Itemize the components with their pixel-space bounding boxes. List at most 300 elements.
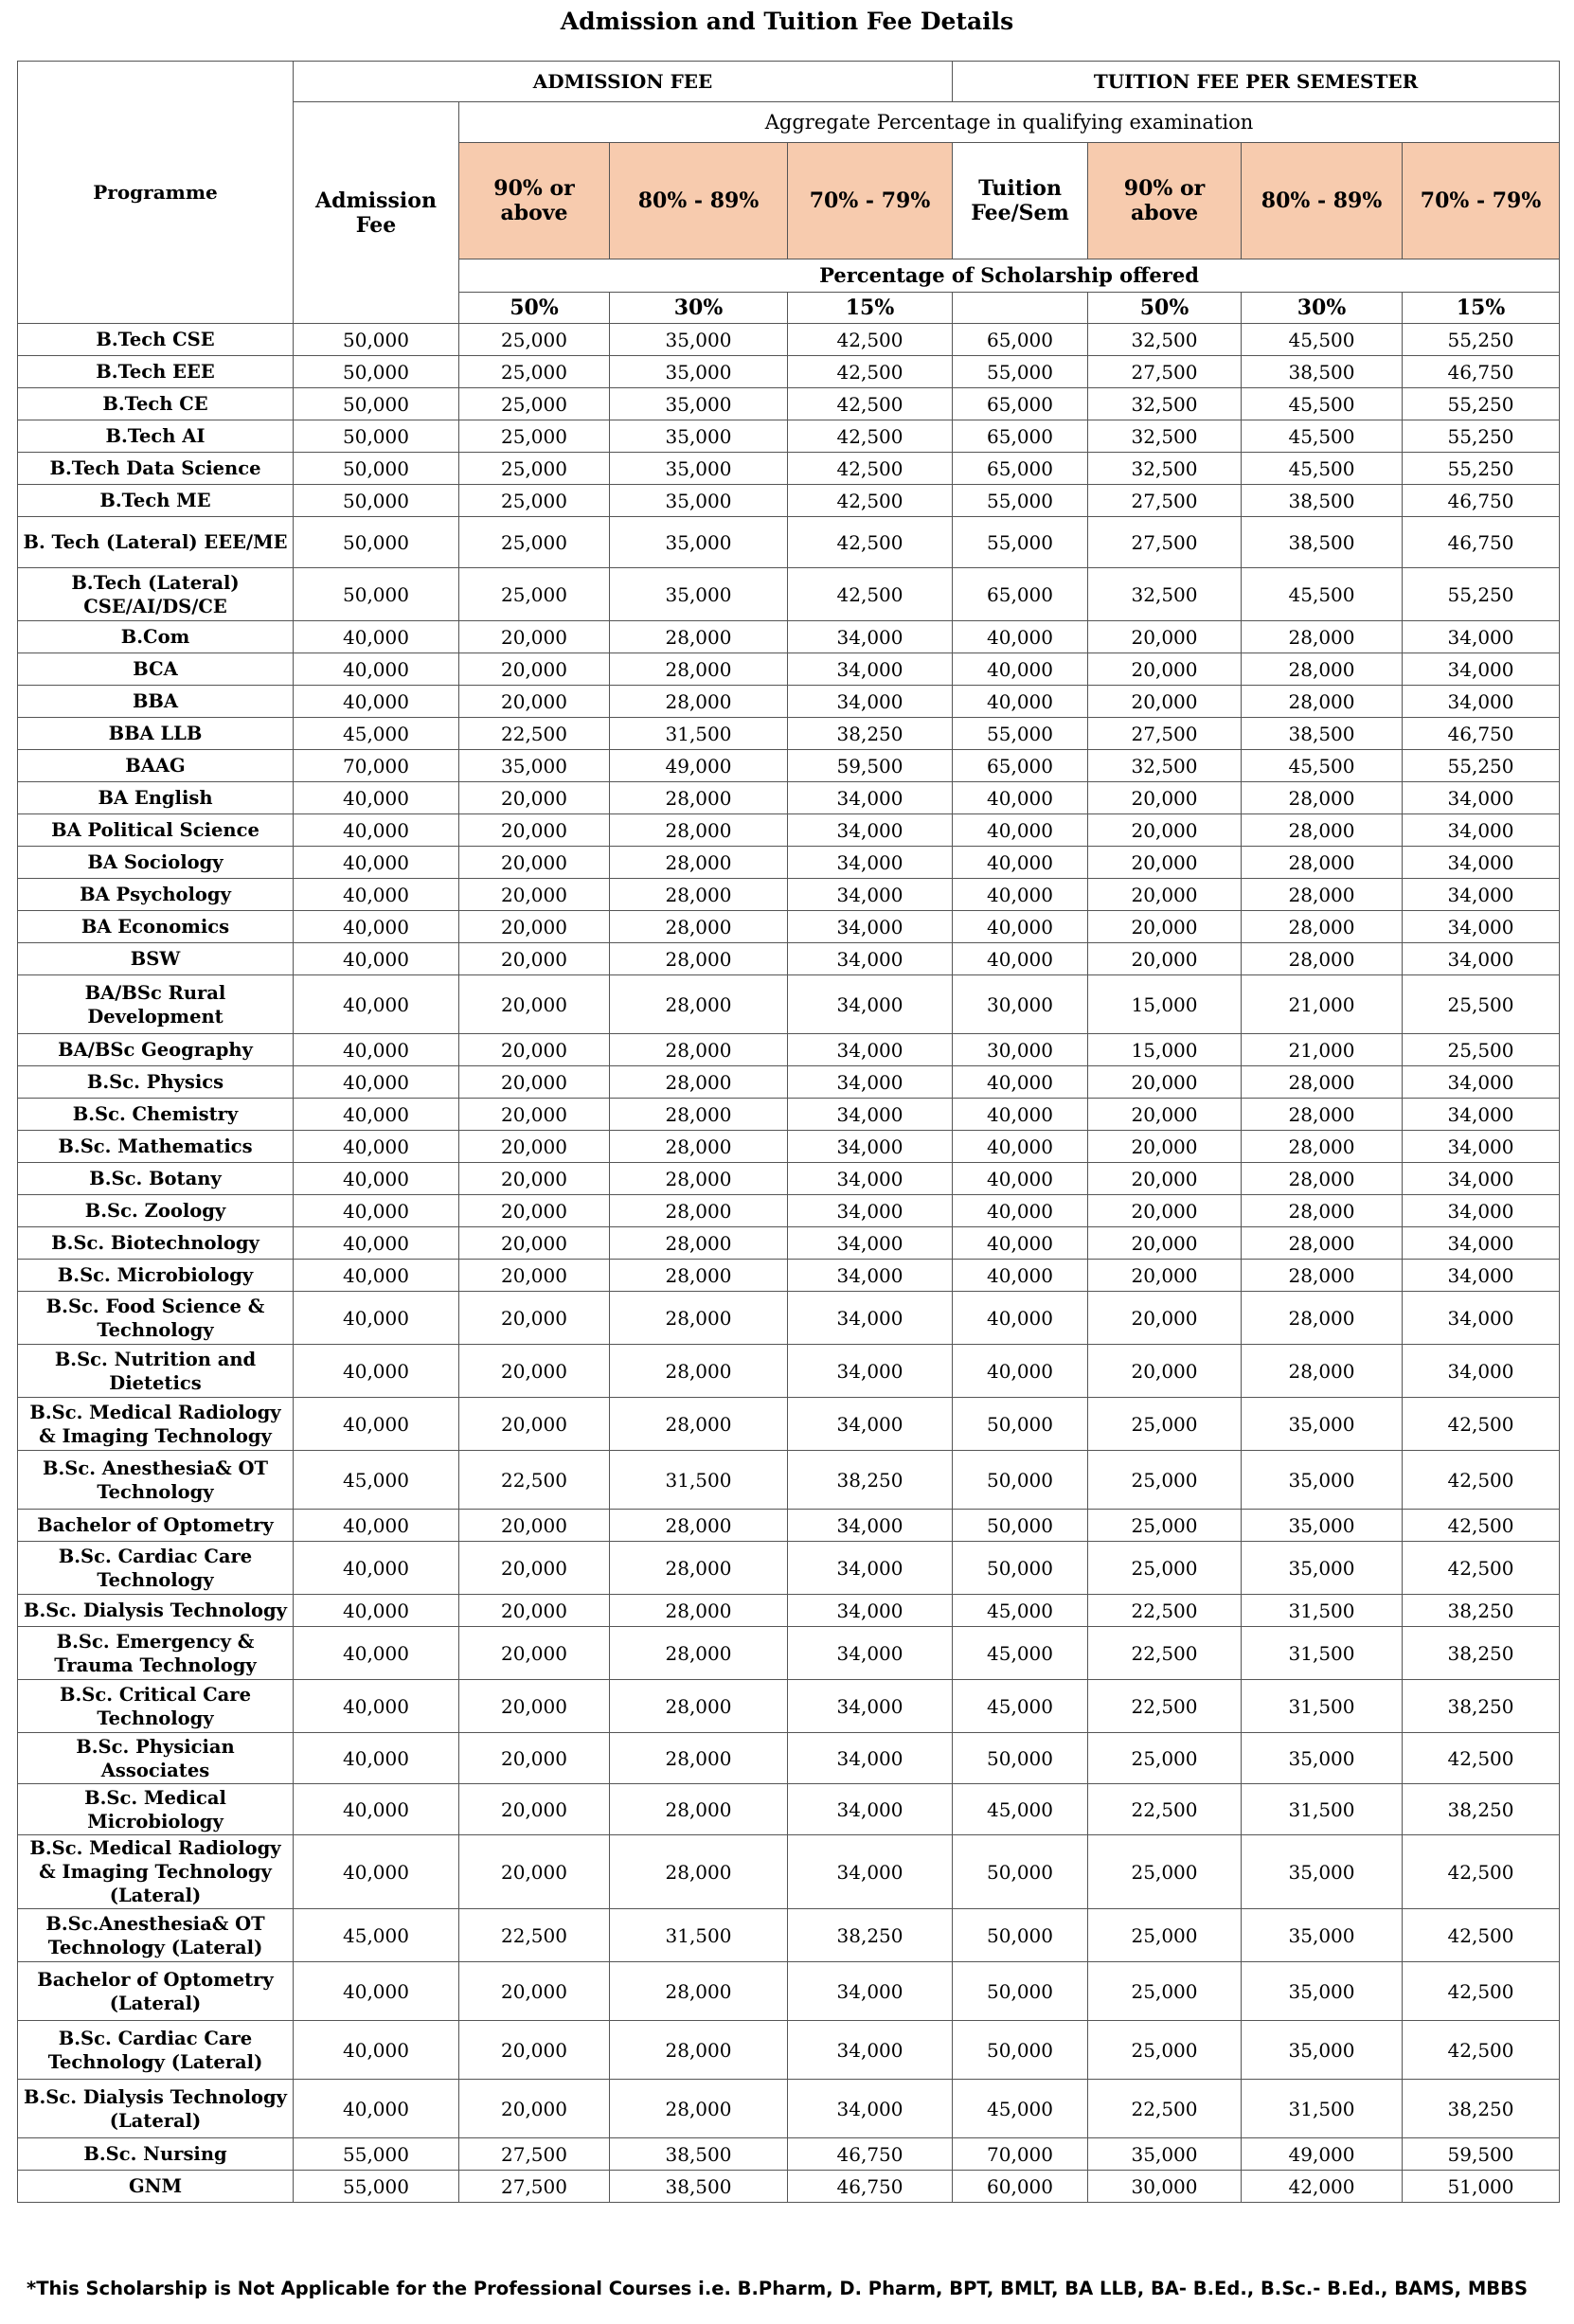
adm-50-cell: 25,000 [459,568,610,621]
tuition-fee-cell: 30,000 [953,975,1088,1034]
adm-15-cell: 34,000 [788,1260,953,1292]
tui-50-cell: 25,000 [1088,1733,1242,1784]
admission-fee-cell: 40,000 [294,879,459,911]
tui-30-cell: 28,000 [1242,686,1403,718]
table-row [18,879,1560,911]
table-row [18,1066,1560,1099]
tuition-fee-cell: 40,000 [953,782,1088,814]
tui-15-cell: 42,500 [1403,1733,1560,1784]
tui-30-cell: 42,000 [1242,2171,1403,2203]
table-row [18,653,1560,686]
tuition-fee-group-header: TUITION FEE PER SEMESTER [953,62,1560,102]
tui-15-cell: 34,000 [1403,1131,1560,1163]
tui-30-cell: 45,500 [1242,420,1403,453]
programme-cell: B.Sc. Anesthesia& OT Technology [18,1451,294,1510]
tui-15-cell: 55,250 [1403,750,1560,782]
tui-30-cell: 21,000 [1242,1034,1403,1066]
programme-cell: B.Tech ME [18,485,294,517]
tui-50-cell: 15,000 [1088,1034,1242,1066]
tuition-fee-cell: 45,000 [953,1627,1088,1680]
adm-30-cell: 35,000 [610,420,788,453]
adm-50-cell: 20,000 [459,1260,610,1292]
tui-30-cell: 35,000 [1242,1451,1403,1510]
tuition-percent-header-30: 30% [1242,293,1403,324]
adm-30-cell: 28,000 [610,782,788,814]
adm-30-cell: 28,000 [610,1680,788,1733]
tui-15-cell: 38,250 [1403,1595,1560,1627]
tuition-fee-cell: 65,000 [953,750,1088,782]
programme-cell: Bachelor of Optometry [18,1510,294,1542]
tui-50-cell: 20,000 [1088,1131,1242,1163]
table-row [18,2021,1560,2080]
adm-15-cell: 34,000 [788,1034,953,1066]
programme-cell: B.Sc. Dialysis Technology [18,1595,294,1627]
admission-fee-cell: 40,000 [294,1627,459,1680]
tuition-fee-cell: 50,000 [953,1542,1088,1595]
adm-50-cell: 20,000 [459,879,610,911]
admission-fee-cell: 40,000 [294,1398,459,1451]
admission-fee-cell: 40,000 [294,975,459,1034]
tui-15-cell: 34,000 [1403,1163,1560,1195]
tui-30-cell: 35,000 [1242,1909,1403,1962]
tuition-fee-cell: 45,000 [953,1784,1088,1835]
adm-30-cell: 28,000 [610,1784,788,1835]
adm-30-cell: 28,000 [610,847,788,879]
programme-cell: BA/BSc Rural Development [18,975,294,1034]
tuition-fee-cell: 65,000 [953,568,1088,621]
table-row [18,1733,1560,1784]
table-row [18,388,1560,420]
tui-30-cell: 35,000 [1242,1510,1403,1542]
tui-15-cell: 34,000 [1403,1099,1560,1131]
tuition-fee-cell: 65,000 [953,324,1088,356]
tuition-fee-cell: 50,000 [953,1835,1088,1909]
adm-50-cell: 20,000 [459,1131,610,1163]
programme-cell: B.Sc. Physician Associates [18,1733,294,1784]
programme-cell: B.Tech (Lateral) CSE/AI/DS/CE [18,568,294,621]
adm-15-cell: 34,000 [788,847,953,879]
programme-cell: B.Sc. Mathematics [18,1131,294,1163]
table-row [18,2138,1560,2171]
table-row [18,782,1560,814]
tui-50-cell: 25,000 [1088,1962,1242,2021]
adm-30-cell: 35,000 [610,388,788,420]
table-row [18,485,1560,517]
adm-50-cell: 25,000 [459,485,610,517]
table-row [18,911,1560,943]
adm-15-cell: 34,000 [788,1099,953,1131]
adm-15-cell: 34,000 [788,1398,953,1451]
programme-cell: BA/BSc Geography [18,1034,294,1066]
adm-50-cell: 22,500 [459,1451,610,1510]
tui-15-cell: 42,500 [1403,1510,1560,1542]
tuition-fee-cell: 40,000 [953,1260,1088,1292]
admission-fee-cell: 40,000 [294,1131,459,1163]
tui-30-cell: 31,500 [1242,1627,1403,1680]
tui-15-cell: 38,250 [1403,1680,1560,1733]
tui-30-cell: 45,500 [1242,750,1403,782]
adm-50-cell: 20,000 [459,782,610,814]
tuition-fee-cell: 45,000 [953,2080,1088,2138]
tuition-fee-cell: 55,000 [953,485,1088,517]
tuition-fee-cell: 40,000 [953,911,1088,943]
tui-15-cell: 34,000 [1403,814,1560,847]
adm-15-cell: 46,750 [788,2171,953,2203]
tui-50-cell: 32,500 [1088,750,1242,782]
programme-cell: B.Sc. Zoology [18,1195,294,1227]
admission-fee-cell: 55,000 [294,2138,459,2171]
tui-30-cell: 31,500 [1242,1595,1403,1627]
tui-15-cell: 34,000 [1403,782,1560,814]
tuition-fee-cell: 40,000 [953,1227,1088,1260]
adm-15-cell: 34,000 [788,975,953,1034]
adm-15-cell: 46,750 [788,2138,953,2171]
tui-30-cell: 28,000 [1242,1131,1403,1163]
adm-30-cell: 28,000 [610,1595,788,1627]
adm-50-cell: 20,000 [459,1627,610,1680]
tui-15-cell: 34,000 [1403,1345,1560,1398]
tui-50-cell: 27,500 [1088,485,1242,517]
adm-50-cell: 25,000 [459,356,610,388]
programme-cell: B.Tech CE [18,388,294,420]
tui-50-cell: 22,500 [1088,1627,1242,1680]
programme-cell: GNM [18,2171,294,2203]
adm-15-cell: 34,000 [788,943,953,975]
adm-15-cell: 38,250 [788,1451,953,1510]
band-header-70: 70% - 79% [788,143,953,259]
adm-30-cell: 28,000 [610,975,788,1034]
tuition-percent-header-50: 50% [1088,293,1242,324]
adm-50-cell: 20,000 [459,1680,610,1733]
adm-15-cell: 34,000 [788,2021,953,2080]
programme-cell: B.Sc. Emergency & Trauma Technology [18,1627,294,1680]
tui-15-cell: 59,500 [1403,2138,1560,2171]
admission-fee-cell: 50,000 [294,485,459,517]
adm-30-cell: 28,000 [610,1131,788,1163]
adm-50-cell: 20,000 [459,1292,610,1345]
adm-15-cell: 42,500 [788,388,953,420]
adm-15-cell: 38,250 [788,1909,953,1962]
tuition-fee-cell: 50,000 [953,1398,1088,1451]
tuition-fee-cell: 40,000 [953,1099,1088,1131]
adm-30-cell: 28,000 [610,1510,788,1542]
adm-50-cell: 20,000 [459,1099,610,1131]
tui-50-cell: 25,000 [1088,1398,1242,1451]
programme-cell: B.Sc. Biotechnology [18,1227,294,1260]
table-row [18,1835,1560,1909]
tuition-fee-cell: 40,000 [953,1066,1088,1099]
adm-30-cell: 35,000 [610,453,788,485]
tuition-fee-cell: 40,000 [953,879,1088,911]
admission-fee-cell: 55,000 [294,2171,459,2203]
tui-50-cell: 20,000 [1088,814,1242,847]
adm-50-cell: 20,000 [459,1784,610,1835]
tui-50-cell: 27,500 [1088,718,1242,750]
tui-30-cell: 35,000 [1242,1835,1403,1909]
admission-fee-cell: 40,000 [294,1034,459,1066]
adm-30-cell: 28,000 [610,686,788,718]
programme-cell: B.Sc. Cardiac Care Technology [18,1542,294,1595]
tui-50-cell: 20,000 [1088,911,1242,943]
adm-50-cell: 20,000 [459,686,610,718]
tui-50-cell: 20,000 [1088,1195,1242,1227]
admission-fee-cell: 40,000 [294,1962,459,2021]
adm-15-cell: 34,000 [788,686,953,718]
adm-50-cell: 20,000 [459,814,610,847]
adm-30-cell: 28,000 [610,1034,788,1066]
admission-fee-cell: 40,000 [294,1680,459,1733]
tui-30-cell: 28,000 [1242,621,1403,653]
admission-fee-cell: 40,000 [294,1542,459,1595]
table-row [18,356,1560,388]
admission-fee-cell: 40,000 [294,814,459,847]
tuition-band-header-80: 80% - 89% [1242,143,1403,259]
adm-30-cell: 28,000 [610,1542,788,1595]
tuition-fee-cell: 50,000 [953,1733,1088,1784]
tuition-fee-cell: 55,000 [953,356,1088,388]
tui-15-cell: 42,500 [1403,1451,1560,1510]
admission-fee-cell: 40,000 [294,1835,459,1909]
tui-15-cell: 34,000 [1403,1292,1560,1345]
page-title: Admission and Tuition Fee Details [560,8,1014,35]
programme-cell: BBA LLB [18,718,294,750]
table-row [18,420,1560,453]
tui-15-cell: 34,000 [1403,943,1560,975]
tui-15-cell: 38,250 [1403,1784,1560,1835]
tui-30-cell: 38,500 [1242,485,1403,517]
programme-cell: BA English [18,782,294,814]
adm-30-cell: 28,000 [610,2080,788,2138]
programme-cell: B.Sc. Physics [18,1066,294,1099]
tui-15-cell: 42,500 [1403,1909,1560,1962]
aggregate-header: Aggregate Percentage in qualifying examination [459,102,1560,143]
adm-50-cell: 20,000 [459,1962,610,2021]
adm-50-cell: 20,000 [459,1345,610,1398]
table-row [18,1227,1560,1260]
tuition-fee-cell: 55,000 [953,718,1088,750]
admission-fee-cell: 50,000 [294,517,459,568]
adm-50-cell: 22,500 [459,1909,610,1962]
tui-50-cell: 20,000 [1088,1292,1242,1345]
tui-15-cell: 42,500 [1403,1962,1560,2021]
tui-50-cell: 20,000 [1088,879,1242,911]
tuition-fee-cell: 65,000 [953,388,1088,420]
tui-15-cell: 55,250 [1403,420,1560,453]
tui-30-cell: 35,000 [1242,1733,1403,1784]
programme-cell: B.Sc. Medical Radiology & Imaging Technology [18,1398,294,1451]
adm-30-cell: 28,000 [610,814,788,847]
adm-30-cell: 28,000 [610,653,788,686]
admission-fee-cell: 40,000 [294,911,459,943]
programme-cell: BA Sociology [18,847,294,879]
tuition-fee-cell: 55,000 [953,517,1088,568]
table-row [18,1099,1560,1131]
adm-50-cell: 20,000 [459,1034,610,1066]
programme-cell: BBA [18,686,294,718]
adm-30-cell: 28,000 [610,1227,788,1260]
adm-15-cell: 34,000 [788,1835,953,1909]
adm-15-cell: 42,500 [788,324,953,356]
table-row [18,1542,1560,1595]
table-row [18,2171,1560,2203]
tuition-fee-cell: 40,000 [953,943,1088,975]
tuition-fee-cell: 40,000 [953,621,1088,653]
adm-50-cell: 20,000 [459,1066,610,1099]
tui-50-cell: 22,500 [1088,1680,1242,1733]
adm-15-cell: 59,500 [788,750,953,782]
tui-50-cell: 22,500 [1088,1784,1242,1835]
tui-50-cell: 25,000 [1088,1451,1242,1510]
adm-30-cell: 35,000 [610,324,788,356]
table-row [18,1595,1560,1627]
adm-15-cell: 34,000 [788,1784,953,1835]
adm-30-cell: 31,500 [610,1451,788,1510]
adm-30-cell: 28,000 [610,1345,788,1398]
table-row [18,568,1560,621]
table-row [18,324,1560,356]
footnote: *This Scholarship is Not Applicable for the Professional Courses i.e. B.Pharm, D. Pharm, BPT, BMLT, BA LLB, BA- B.Ed., B.Sc.- B.Ed., BAMS, MBBS [27,2278,1529,2299]
adm-15-cell: 34,000 [788,1510,953,1542]
tui-15-cell: 46,750 [1403,517,1560,568]
tui-15-cell: 42,500 [1403,2021,1560,2080]
adm-50-cell: 20,000 [459,1733,610,1784]
admission-fee-cell: 40,000 [294,1099,459,1131]
tui-30-cell: 45,500 [1242,453,1403,485]
adm-15-cell: 42,500 [788,485,953,517]
table-row [18,1163,1560,1195]
programme-cell: B.Sc. Chemistry [18,1099,294,1131]
adm-15-cell: 34,000 [788,1292,953,1345]
adm-30-cell: 38,500 [610,2138,788,2171]
table-row [18,1962,1560,2021]
adm-30-cell: 28,000 [610,1627,788,1680]
adm-30-cell: 35,000 [610,568,788,621]
tui-30-cell: 28,000 [1242,943,1403,975]
tui-50-cell: 20,000 [1088,943,1242,975]
tuition-fee-cell: 60,000 [953,2171,1088,2203]
tui-30-cell: 35,000 [1242,1962,1403,2021]
table-row [18,1510,1560,1542]
tui-15-cell: 34,000 [1403,911,1560,943]
admission-fee-cell: 40,000 [294,1345,459,1398]
programme-cell: B.Sc. Cardiac Care Technology (Lateral) [18,2021,294,2080]
tui-30-cell: 31,500 [1242,2080,1403,2138]
adm-50-cell: 20,000 [459,943,610,975]
adm-30-cell: 28,000 [610,911,788,943]
adm-50-cell: 35,000 [459,750,610,782]
table-row [18,1784,1560,1835]
tui-15-cell: 34,000 [1403,1195,1560,1227]
adm-30-cell: 28,000 [610,1066,788,1099]
programme-cell: BSW [18,943,294,975]
adm-50-cell: 27,500 [459,2171,610,2203]
adm-30-cell: 28,000 [610,1292,788,1345]
programme-cell: B.Tech Data Science [18,453,294,485]
adm-50-cell: 20,000 [459,653,610,686]
band-header-90: 90% or above [459,143,610,259]
tui-50-cell: 20,000 [1088,621,1242,653]
tuition-fee-cell: 40,000 [953,814,1088,847]
table-row [18,750,1560,782]
tui-15-cell: 42,500 [1403,1835,1560,1909]
adm-50-cell: 20,000 [459,847,610,879]
adm-50-cell: 25,000 [459,324,610,356]
adm-15-cell: 34,000 [788,1733,953,1784]
programme-cell: B.Sc. Nursing [18,2138,294,2171]
admission-fee-cell: 40,000 [294,1510,459,1542]
adm-15-cell: 34,000 [788,814,953,847]
adm-50-cell: 25,000 [459,388,610,420]
adm-50-cell: 20,000 [459,975,610,1034]
programme-cell: B.Sc. Microbiology [18,1260,294,1292]
adm-30-cell: 35,000 [610,517,788,568]
tui-30-cell: 28,000 [1242,1227,1403,1260]
tui-50-cell: 32,500 [1088,453,1242,485]
tui-30-cell: 28,000 [1242,1195,1403,1227]
programme-cell: B. Tech (Lateral) EEE/ME [18,517,294,568]
tuition-percent-header-15: 15% [1403,293,1560,324]
fee-table [17,61,1560,2203]
admission-fee-cell: 70,000 [294,750,459,782]
tuition-fee-cell: 50,000 [953,1451,1088,1510]
table-row [18,1260,1560,1292]
adm-30-cell: 28,000 [610,1962,788,2021]
tui-15-cell: 55,250 [1403,453,1560,485]
percent-header-50: 50% [459,293,610,324]
programme-cell: B.Sc. Botany [18,1163,294,1195]
adm-15-cell: 34,000 [788,911,953,943]
admission-fee-cell: 40,000 [294,1163,459,1195]
admission-fee-cell: 45,000 [294,1451,459,1510]
adm-15-cell: 34,000 [788,1131,953,1163]
programme-cell: B.Sc. Medical Microbiology [18,1784,294,1835]
tui-15-cell: 55,250 [1403,568,1560,621]
adm-50-cell: 20,000 [459,1227,610,1260]
table-row [18,975,1560,1034]
programme-cell: B.Sc.Anesthesia& OT Technology (Lateral) [18,1909,294,1962]
tui-30-cell: 38,500 [1242,356,1403,388]
adm-15-cell: 34,000 [788,653,953,686]
adm-30-cell: 28,000 [610,1398,788,1451]
tuition-fee-cell: 45,000 [953,1680,1088,1733]
tuition-fee-cell: 40,000 [953,686,1088,718]
programme-cell: B.Sc. Critical Care Technology [18,1680,294,1733]
table-row [18,1451,1560,1510]
tuition-fee-cell: 40,000 [953,1131,1088,1163]
adm-50-cell: 20,000 [459,621,610,653]
tui-30-cell: 45,500 [1242,388,1403,420]
tui-15-cell: 38,250 [1403,2080,1560,2138]
adm-15-cell: 42,500 [788,453,953,485]
adm-15-cell: 34,000 [788,1962,953,2021]
admission-fee-cell: 40,000 [294,1733,459,1784]
adm-50-cell: 25,000 [459,420,610,453]
adm-15-cell: 34,000 [788,1542,953,1595]
tuition-fee-cell: 40,000 [953,1292,1088,1345]
tui-15-cell: 34,000 [1403,847,1560,879]
adm-30-cell: 28,000 [610,1195,788,1227]
table-row [18,686,1560,718]
adm-15-cell: 42,500 [788,356,953,388]
scholarship-offered-header: Percentage of Scholarship offered [459,259,1560,293]
tui-15-cell: 34,000 [1403,621,1560,653]
tuition-fee-cell: 65,000 [953,420,1088,453]
table-row [18,1627,1560,1680]
tuition-fee-cell: 65,000 [953,453,1088,485]
tui-15-cell: 51,000 [1403,2171,1560,2203]
programme-cell: BA Psychology [18,879,294,911]
admission-fee-cell: 40,000 [294,1784,459,1835]
